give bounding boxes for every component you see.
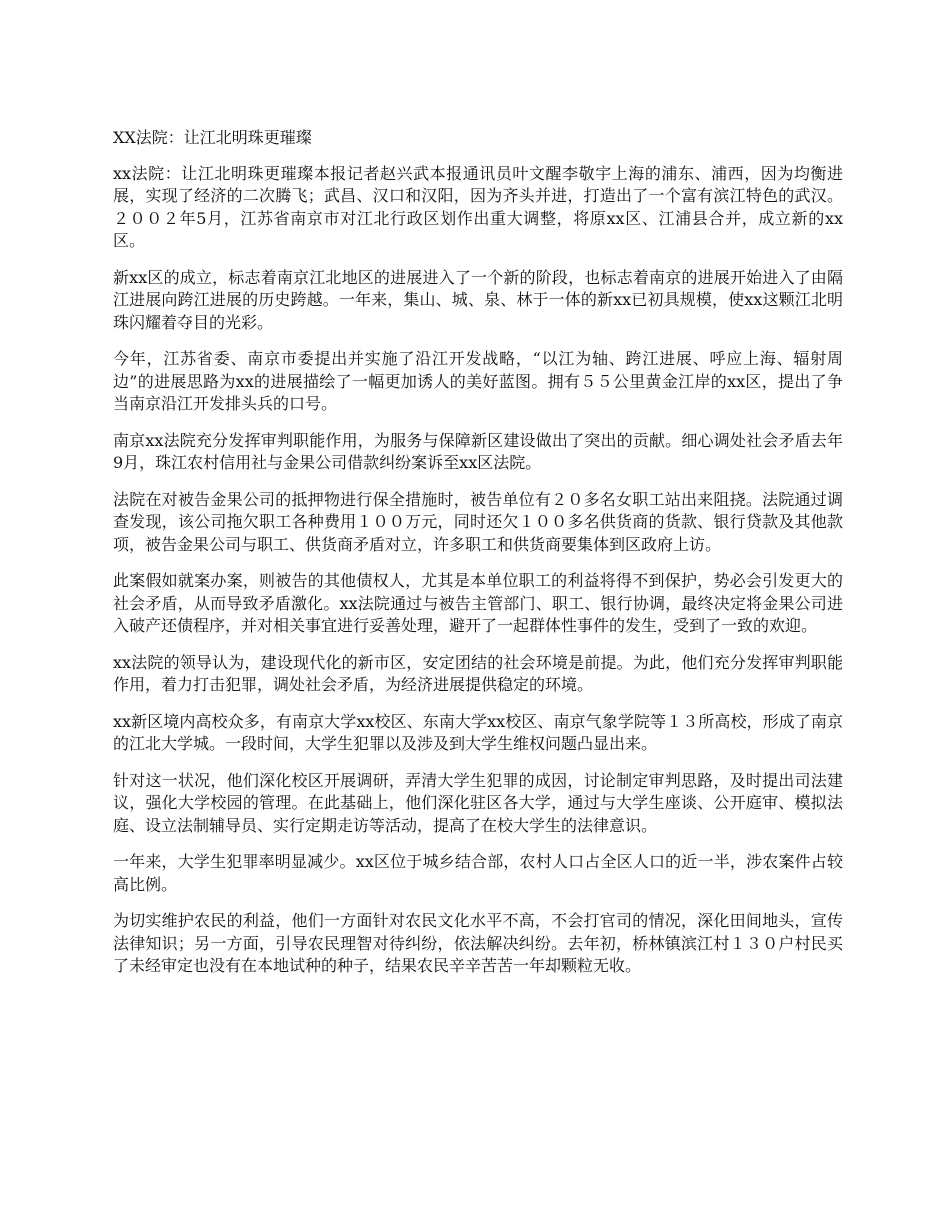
paragraph-9: 针对这一状况，他们深化校区开展调研，弄清大学生犯罪的成因，讨论制定审判思路，及时提出司法建议，强化大学校园的管理。在此基础上，他们深化驻区各大学，通过与大学生座谈、公开庭审、模拟法庭、设立法制辅导员、实行定期走访等活动，提高了在校大学生的法律意识。 bbox=[113, 770, 843, 835]
document-page bbox=[113, 127, 843, 992]
paragraph-11: 为切实维护农民的利益，他们一方面针对农民文化水平不高，不会打官司的情况，深化田间地头，宣传法律知识；另一方面，引导农民理智对待纠纷，依法解决纠纷。去年初，桥林镇滨江村１３０户村民买了未经审定也没有在本地试种的种子，结果农民辛辛苦苦一年却颗粒无收。 bbox=[113, 911, 843, 975]
paragraph-10: 一年来，大学生犯罪率明显减少。xx区位于城乡结合部，农村人口占全区人口的近一半，涉农案件占较高比例。 bbox=[113, 852, 843, 894]
paragraph-6: 此案假如就案办案，则被告的其他债权人，尤其是本单位职工的利益将得不到保护，势必会引发更大的社会矛盾，从而导致矛盾激化。xx法院通过与被告主管部门、职工、银行协调，最终决定将金果公司进入破产还债程序，并对相关事宜进行妥善处理，避开了一起群体性事件的发生，受到了一致的欢迎。 bbox=[113, 571, 843, 635]
paragraph-1: xx法院：让江北明珠更璀璨本报记者赵兴武本报通讯员叶文醒李敬宇上海的浦东、浦西，因为均衡进展，实现了经济的二次腾飞；武昌、汉口和汉阳，因为齐头并进，打造出了一个富有滨江特色的武汉。２００２年5月，江苏省南京市对江北行政区划作出重大调整，将原xx区、江浦县合并，成立新的xx区。 bbox=[113, 163, 843, 250]
paragraph-7: xx法院的领导认为，建设现代化的新市区，安定团结的社会环境是前提。为此，他们充分发挥审判职能作用，着力打击犯罪，调处社会矛盾，为经济进展提供稳定的环境。 bbox=[113, 652, 843, 694]
paragraph-8: xx新区境内高校众多，有南京大学xx校区、东南大学xx校区、南京气象学院等１３所高校，形成了南京的江北大学城。一段时间，大学生犯罪以及涉及到大学生维权问题凸显出来。 bbox=[113, 711, 843, 753]
document-title: XX法院：让江北明珠更璀璨 bbox=[113, 128, 312, 147]
paragraph-5: 法院在对被告金果公司的抵押物进行保全措施时，被告单位有２０多名女职工站出来阻挠。法院通过调查发现，该公司拖欠职工各种费用１００万元，同时还欠１００多名供货商的货款、银行贷款及其他款项，被告金果公司与职工、供货商矛盾对立，许多职工和供货商要集体到区政府上访。 bbox=[113, 489, 843, 554]
paragraph-4: 南京xx法院充分发挥审判职能作用，为服务与保障新区建设做出了突出的贡献。细心调处社会矛盾去年9月，珠江农村信用社与金果公司借款纠纷案诉至xx区法院。 bbox=[113, 430, 843, 472]
paragraph-2: 新xx区的成立，标志着南京江北地区的进展进入了一个新的阶段，也标志着南京的进展开始进入了由隔江进展向跨江进展的历史跨越。一年来，集山、城、泉、林于一体的新xx已初具规模，使xx这颗江北明珠闪耀着夺目的光彩。 bbox=[113, 267, 843, 332]
paragraph-3: 今年，江苏省委、南京市委提出并实施了沿江开发战略，“以江为轴、跨江进展、呼应上海、辐射周边”的进展思路为xx的进展描绘了一幅更加诱人的美好蓝图。拥有５５公里黄金江岸的xx区，提出了争当南京沿江开发排头兵的口号。 bbox=[113, 349, 843, 413]
